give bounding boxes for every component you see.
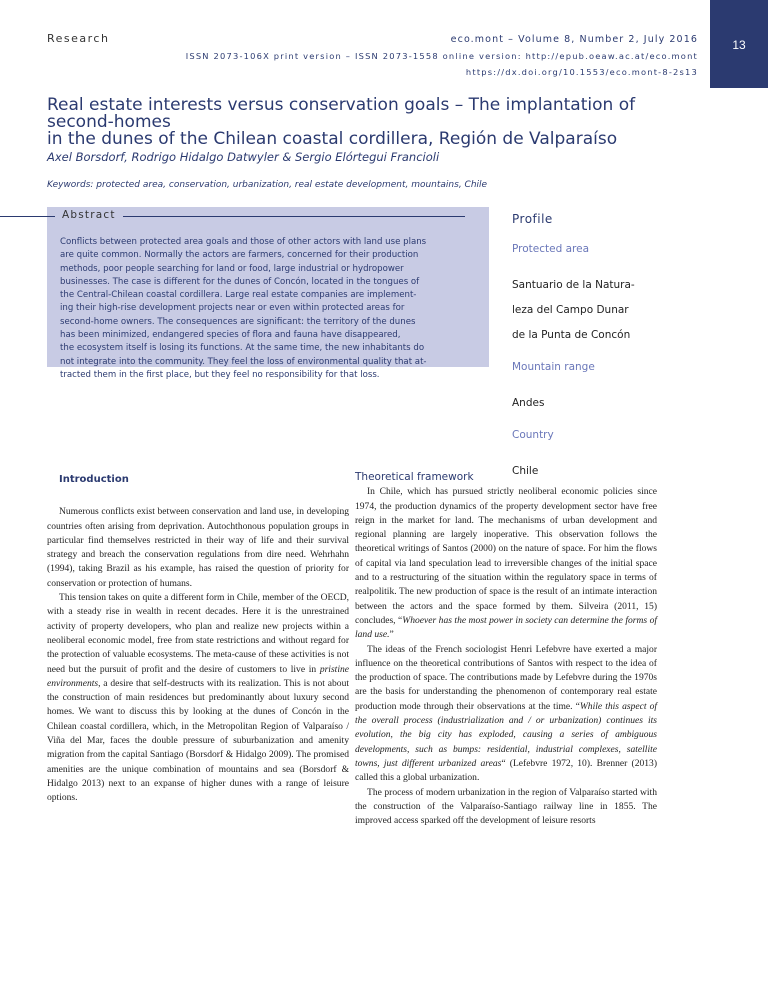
framework-paragraph-3: The process of modern urbanization in the region of Valparaíso started with the construction of the Valparaíso-Santiago railway line in 1855. The improved access sparked off the development of leisure resorts xyxy=(355,786,657,827)
abstract-line: tracted them in the first place, but they feel no responsibility for that loss. xyxy=(60,369,380,380)
mountain-range-label: Mountain range xyxy=(512,361,595,373)
right-column xyxy=(355,470,657,828)
profile-sidebar xyxy=(512,212,702,497)
abstract-line: not integrate into the community. They feel the loss of environmental quality that at- xyxy=(60,356,427,367)
profile-title: Profile xyxy=(512,212,553,226)
italic-quote: Whoever has the most power in society can determine the forms of land use. xyxy=(355,614,657,641)
protected-area-line: leza del Campo Dunar xyxy=(512,304,629,316)
abstract-line: the Central-Chilean coastal cordillera. Large real estate companies are implement- xyxy=(60,290,417,301)
text-span: ” xyxy=(389,629,394,641)
abstract-line: has been minimized, endangered species of flora and fauna have disappeared, xyxy=(60,330,401,341)
country-value: Chile xyxy=(512,465,539,477)
text-span: In Chile, which has pursued strictly neoliberal economic policies since 1974, the production dynamics of the property development sector have free reign in the market for land. The mechanisms of urban development and regional planning are largely inoperative. This observation follows the theoretical writings of Santos (2000) on the nature of space. For him the flows of capital via land speculation lead to irreversible changes of the initial space and to a restructuring of the situation within the regulatory space in terms of realpolitik. The new production of space is the result of an intimate interaction between the actors and the space formed by them. Silveira (2011, 15) concludes, “ xyxy=(355,486,657,626)
protected-area-label: Protected area xyxy=(512,243,590,255)
protected-area-line: de la Punta de Concón xyxy=(512,329,631,341)
abstract-line: methods, poor people searching for land or food, large industrial or hydropower xyxy=(60,263,404,274)
protected-area-value xyxy=(512,273,702,348)
keywords: Keywords: protected area, conservation, urbanization, real estate development, mountains, Chile xyxy=(47,180,488,190)
abstract-text xyxy=(60,236,480,382)
intro-paragraph-2 xyxy=(47,591,349,805)
page-number: 13 xyxy=(732,38,746,52)
doi-link[interactable]: https://dx.doi.org/10.1553/eco.mont-8-2s13 xyxy=(465,67,698,77)
italic-quote: While this aspect of the overall process (industrialization and / or urbanization) continues its evolution, the big city has exploded, causing a series of ambiguous developments, such as bumps: residential, industrial complexes, satellite towns, just different urbanized areas xyxy=(355,700,657,769)
title-line-2: in the dunes of the Chilean coastal cordillera, Región de Valparaíso xyxy=(47,129,618,149)
abstract-line: businesses. The case is different for the dunes of Concón, located in the tongues of xyxy=(60,276,420,287)
protected-area-line: Santuario de la Natura- xyxy=(512,279,635,291)
intro-paragraph-1: Numerous conflicts exist between conservation and land use, in developing countries often arising from deprivation. Autochthonous population groups in particular find themselves restricted in their way of life and their survival strategy and breach the conservation regulations from dire need. Wehrhahn (1994), taking Brazil as his example, has raised the question of priority for conservation or protection of humans. xyxy=(47,506,349,589)
text-span: “ (Lefebvre 1972, 10). Brenner (2013) called this a global urbanization. xyxy=(355,757,658,784)
journal-header xyxy=(186,32,698,80)
text-span: This tension takes on quite a different form in Chile, member of the OECD, with a steady rise in wealth in recent decades. Here it is the unrestrained activity of property developers, who plan and realize new projects within a neoliberal economic model, free from state restrictions and without regard for the protection of valuable ecosystems. The meta-cause of these activities is not need but the pursuit of profit and the desire of customers to live in xyxy=(47,592,349,675)
abstract-line: are quite common. Normally the actors are farmers, concerned for their production xyxy=(60,250,419,261)
framework-paragraph-2 xyxy=(355,643,657,786)
abstract-line: the ecosystem itself is losing its functions. At the same time, the new inhabitants do xyxy=(60,343,425,354)
article-title xyxy=(47,97,687,148)
theoretical-framework-heading: Theoretical framework xyxy=(355,471,474,483)
title-line-1: Real estate interests versus conservation goals – The implantation of second-homes xyxy=(47,95,636,132)
mountain-range-value: Andes xyxy=(512,397,545,409)
framework-paragraph-1 xyxy=(355,485,657,642)
authors: Axel Borsdorf, Rodrigo Hidalgo Datwyler & Sergio Elórtegui Francioli xyxy=(47,150,440,164)
text-span: , a desire that self-destructs with its realization. This is not about the construction of main residences but predominantly about luxury second homes. We want to discuss this by looking at the dunes of Concón in the Chilean coastal cordillera, which, in the Metropolitan Region of Valparaíso / Viña del Mar, faces the double pressure of suburbanization and amenity migration from the capital Santiago (Borsdorf & Hidalgo 2009). The promised amenities are the unique combination of mountains and sea (Borsdorf & Hidalgo 2013) next to an expanse of higher dunes with a range of leisure options. xyxy=(47,677,349,804)
section-label: Research xyxy=(47,32,110,45)
issn-line: ISSN 2073-106X print version – ISSN 2073-1558 online version: http://epub.oeaw.ac.at/eco.mont xyxy=(185,51,698,61)
abstract-line: Conflicts between protected area goals and those of other actors with land use plans xyxy=(60,237,427,247)
country-label: Country xyxy=(512,429,554,441)
page-number-tab xyxy=(710,0,768,88)
text-span: The ideas of the French sociologist Henri Lefebvre have exerted a major influence on the theoretical contributions of Santos with respect to the idea of the production of space. The contributions made by Lefebvre during the 1970s are the basis for understanding the phenomenon of contemporary real estate production mode through their observations at the time. “ xyxy=(355,643,657,712)
introduction-heading: Introduction xyxy=(59,474,129,485)
abstract-line: second-home owners. The consequences are significant: the territory of the dunes xyxy=(60,316,416,327)
abstract-heading: Abstract xyxy=(55,209,123,221)
abstract-line: ing their high-rise development projects near or even within protected areas for xyxy=(60,303,405,314)
journal-issue: eco.mont – Volume 8, Number 2, July 2016 xyxy=(450,34,698,45)
italic-term: pristine environments xyxy=(47,663,349,689)
left-column xyxy=(47,470,349,806)
